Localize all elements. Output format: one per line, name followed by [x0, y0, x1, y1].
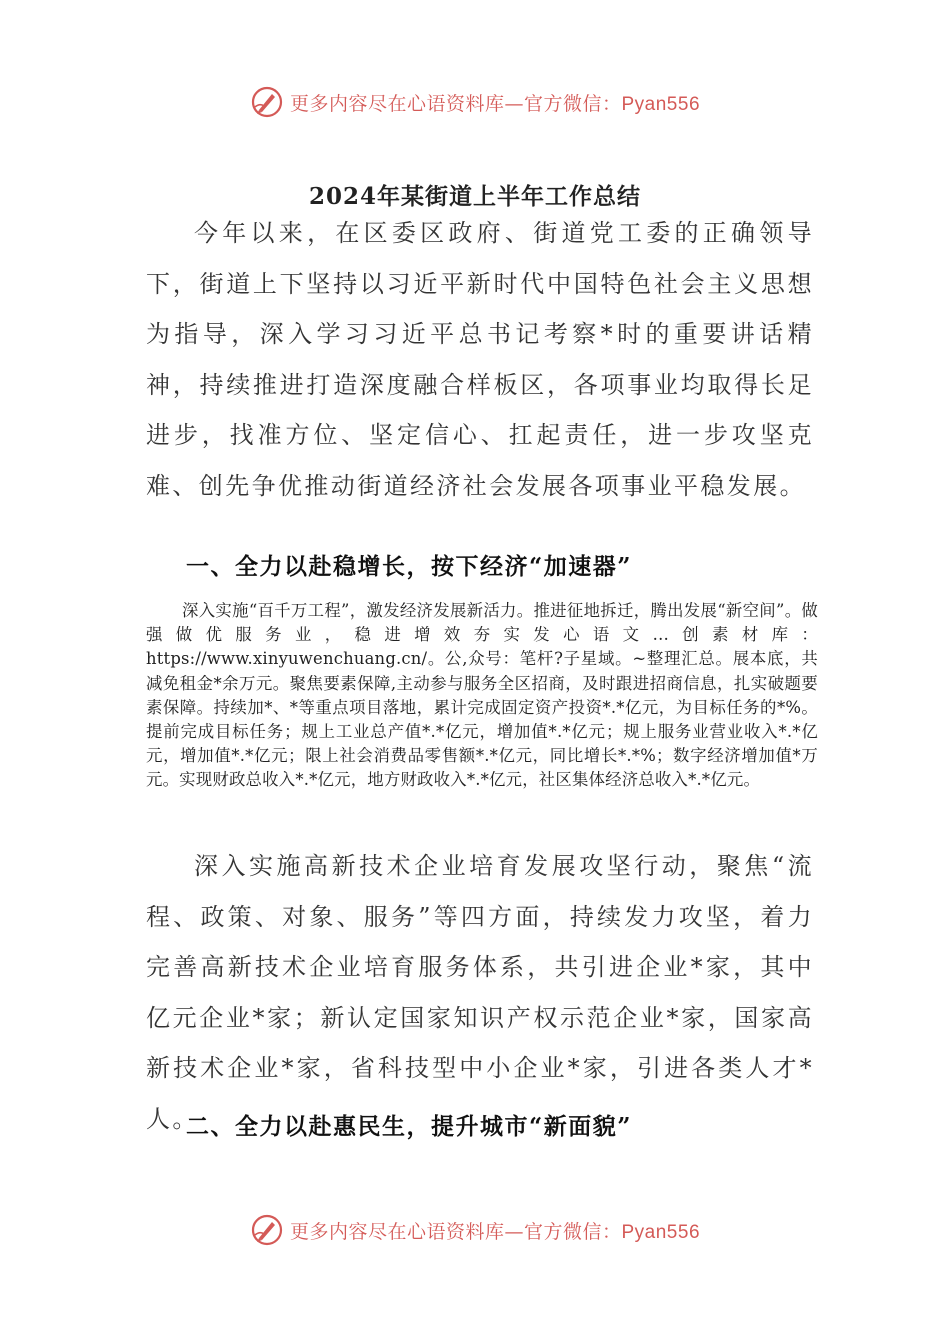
intro-paragraph: 今年以来，在区委区政府、街道党工委的正确领导下，街道上下坚持以习近平新时代中国特色社会主义思想为指导，深入学习习近平总书记考察*时的重要讲话精神，持续推进打造深度融合样板区，各项事业均取得长足进步，找准方位、坚定信心、扛起责任，进一步攻坚克难、创先争优推动街道经济社会发展各项事业平稳发展。 [146, 219, 814, 500]
section-2-heading: 二、全力以赴惠民生，提升城市“新面貌” [186, 1113, 632, 1140]
pen-logo-icon [250, 1213, 284, 1247]
watermark-text: 更多内容尽在心语资料库—官方微信：Pyan556 [289, 92, 701, 115]
section-1-heading: 一、全力以赴稳增长，按下经济“加速器” [186, 553, 632, 580]
section-1-paragraph-1: 深入实施“百千万工程”，激发经济发展新活力。推进征地拆迁，腾出发展“新空间”。做强做优服务业，稳进增效夯实发心语文…创素材库：https://www.xinyuwenchuang.cn/。公,众号：笔杆?子星域。~整理汇总。展本底，共减免租金*余万元。聚焦要素保障,主动参与服务全区招商，及时跟进招商信息，扎实破题要素保障。持续加*、*等重点项目落地，累计完成固定资产投资*.*亿元，为目标任务的*%。提前完成目标任务；规上工业总产值*.*亿元，增加值*.*亿元；规上服务业营业收入*.*亿元，增加值*.*亿元；限上社会消费品零售额*.*亿元，同比增长*.*%；数字经济增加值*万元。实现财政总收入*.*亿元，地方财政收入*.*亿元，社区集体经济总收入*.*亿元。 [146, 601, 818, 790]
watermark-wechat-id: Pyan556 [621, 1221, 701, 1243]
pen-logo-icon [250, 85, 284, 119]
document-title: 2024年某街道上半年工作总结 [308, 183, 641, 210]
section-1-paragraph-2: 深入实施高新技术企业培育发展攻坚行动，聚焦“流程、政策、对象、服务”等四方面，持续发力攻坚，着力完善高新技术企业培育服务体系，共引进企业*家，其中亿元企业*家；新认定国家知识产权示范企业*家，国家高新技术企业*家，省科技型中小企业*家，引进各类人才*人。 [146, 852, 814, 1133]
watermark-wechat-id: Pyan556 [621, 93, 701, 115]
watermark-text: 更多内容尽在心语资料库—官方微信：Pyan556 [289, 1220, 701, 1243]
watermark-footer [0, 1210, 950, 1250]
watermark-header [0, 82, 950, 122]
